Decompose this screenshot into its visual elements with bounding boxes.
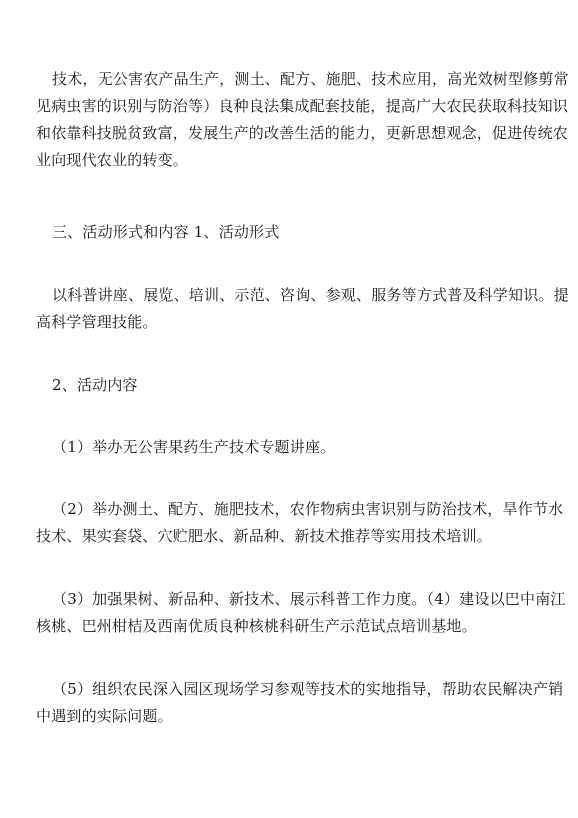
text-line: 和依靠科技脱贫致富，发展生产的改善生活的能力，更新思想观念，促进传统农	[36, 124, 569, 142]
list-item-2	[36, 496, 564, 550]
text-line: （5）组织农民深入园区现场学习参观等技术的实地指导，帮助农民解决产销	[52, 680, 564, 698]
text-line: 业向现代农业的转变。	[36, 151, 189, 169]
list-item-5	[36, 676, 564, 730]
list-item-1	[36, 434, 546, 461]
text-line: 2、活动内容	[52, 376, 138, 394]
text-line: 技术、果实套袋、穴贮肥水、新品种、新技术推荐等实用技术培训。	[36, 527, 493, 545]
text-line: （3）加强果树、新品种、新技术、展示科普工作力度。（4）建设以巴中南江	[52, 590, 566, 608]
paragraph-tech-skills	[36, 66, 569, 174]
text-line: 技术，无公害农产品生产，测土、配方、施肥、技术应用，高光效树型修剪常	[52, 70, 569, 88]
text-line: 核桃、巴州柑桔及西南优质良种核桃科研生产示范试点培训基地。	[36, 617, 477, 635]
section-heading-activity-content	[36, 372, 546, 399]
list-item-3-4	[36, 586, 566, 640]
text-line: 三、活动形式和内容 1、活动形式	[52, 223, 280, 241]
text-line: （1）举办无公害果药生产技术专题讲座。	[52, 438, 336, 456]
text-line: （2）举办测土、配方、施肥技术，农作物病虫害识别与防治技术，旱作节水	[52, 500, 564, 518]
paragraph-activity-form	[36, 282, 569, 336]
text-line: 高科学管理技能。	[36, 313, 158, 331]
section-heading-activity-form	[36, 219, 546, 246]
text-line: 见病虫害的识别与防治等）良种良法集成配套技能，提高广大农民获取科技知识	[36, 97, 569, 115]
text-line: 中遇到的实际问题。	[36, 707, 173, 725]
text-line: 以科普讲座、展览、培训、示范、咨询、参观、服务等方式普及科学知识。提	[52, 286, 569, 304]
